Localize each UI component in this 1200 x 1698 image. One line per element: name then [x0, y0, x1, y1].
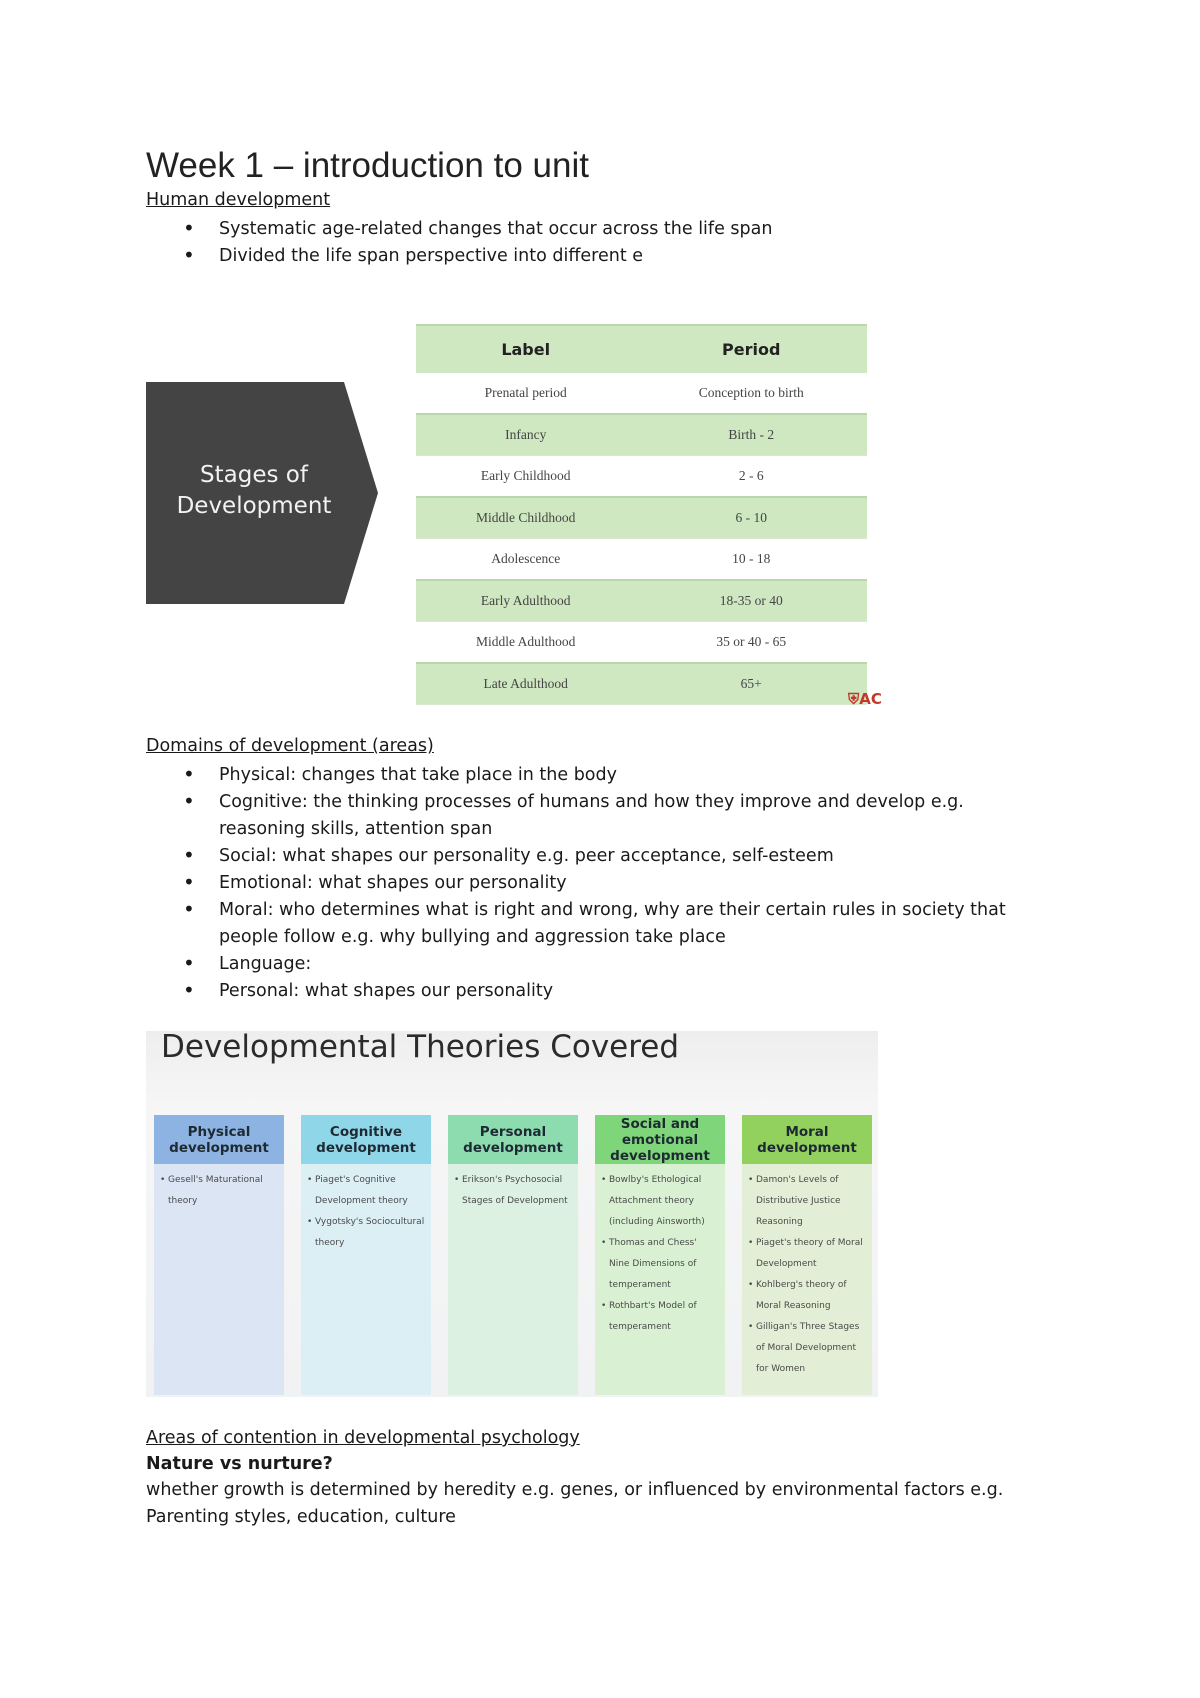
human-development-heading: Human development — [146, 190, 331, 210]
table-row — [416, 497, 867, 539]
theory-column-body — [301, 1164, 431, 1395]
contention-line: whether growth is determined by heredity e.g. genes, or influenced by environmental factors e.g. — [146, 1480, 1004, 1500]
stage-period: 10 - 18 — [635, 539, 867, 581]
theory-column — [595, 1115, 725, 1395]
stage-label: Middle Childhood — [416, 497, 635, 539]
stage-period: 6 - 10 — [635, 497, 867, 539]
theory-column-header: Physical development — [154, 1115, 284, 1164]
shield-icon: ⛨ — [848, 690, 860, 708]
table-row — [416, 414, 867, 456]
contention-heading: Areas of contention in developmental psychology — [146, 1428, 580, 1448]
theory-item: • Gesell's Maturational theory — [160, 1170, 278, 1212]
table-row — [416, 580, 867, 622]
theory-item: • Rothbart's Model of temperament — [601, 1296, 719, 1338]
table-header-row — [416, 325, 867, 373]
page-title: Week 1 – introduction to unit — [146, 146, 589, 185]
table-row — [416, 622, 867, 664]
theory-column — [448, 1115, 578, 1395]
theory-item: • Piaget's theory of Moral Development — [748, 1233, 866, 1275]
stages-table — [416, 324, 867, 705]
theory-item: • Bowlby's Ethological Attachment theory (including Ainsworth) — [601, 1170, 719, 1233]
stage-label: Late Adulthood — [416, 663, 635, 705]
human-development-list — [146, 216, 772, 270]
stage-period: 35 or 40 - 65 — [635, 622, 867, 664]
theory-column-body — [448, 1164, 578, 1395]
list-item: • Divided the life span perspective into different e — [146, 243, 772, 270]
theory-column-header: Personal development — [448, 1115, 578, 1164]
list-item: • Personal: what shapes our personality — [146, 978, 1006, 1005]
theory-column-header: Moral development — [742, 1115, 872, 1164]
stage-label: Prenatal period — [416, 373, 635, 414]
theories-figure — [146, 1031, 878, 1397]
theory-column-header: Social and emotional development — [595, 1115, 725, 1164]
stage-label: Middle Adulthood — [416, 622, 635, 664]
stage-label: Early Childhood — [416, 456, 635, 498]
contention-line: Parenting styles, education, culture — [146, 1507, 456, 1527]
theory-column-body — [154, 1164, 284, 1395]
stages-arrow-label: Stages of Development — [176, 462, 332, 519]
theory-item: • Piaget's Cognitive Development theory — [307, 1170, 425, 1212]
domains-list — [146, 762, 1006, 1005]
institution-logo — [848, 690, 882, 708]
list-item: • Systematic age-related changes that occur across the life span — [146, 216, 772, 243]
theory-item: • Damon's Levels of Distributive Justice Reasoning — [748, 1170, 866, 1233]
stage-period: Birth - 2 — [635, 414, 867, 456]
table-row — [416, 373, 867, 414]
stage-label: Early Adulthood — [416, 580, 635, 622]
theory-column — [154, 1115, 284, 1395]
list-item: • Language: — [146, 951, 1006, 978]
contention-paragraph — [146, 1477, 1003, 1531]
domains-heading: Domains of development (areas) — [146, 736, 434, 756]
theory-column — [301, 1115, 431, 1395]
list-item: • Moral: who determines what is right and wrong, why are their certain rules in society that people follow e.g. why bullying and aggression take place — [146, 897, 1006, 951]
stage-period: 18-35 or 40 — [635, 580, 867, 622]
stage-period: Conception to birth — [635, 373, 867, 414]
list-item: • Social: what shapes our personality e.g. peer acceptance, self-esteem — [146, 843, 1006, 870]
theory-column — [742, 1115, 872, 1395]
stage-period: 2 - 6 — [635, 456, 867, 498]
table-row — [416, 663, 867, 705]
column-header-period: Period — [635, 325, 867, 373]
list-item: • Cognitive: the thinking processes of humans and how they improve and develop e.g. reasoning skills, attention span — [146, 789, 1006, 843]
list-item: • Physical: changes that take place in the body — [146, 762, 1006, 789]
stage-label: Adolescence — [416, 539, 635, 581]
logo-text: AC — [859, 690, 882, 708]
table-row — [416, 539, 867, 581]
theory-item: • Thomas and Chess' Nine Dimensions of temperament — [601, 1233, 719, 1296]
theories-title: Developmental Theories Covered — [161, 1031, 680, 1065]
theory-item: • Vygotsky's Sociocultural theory — [307, 1212, 425, 1254]
column-header-label: Label — [416, 325, 635, 373]
theory-item: • Kohlberg's theory of Moral Reasoning — [748, 1275, 866, 1317]
theory-item: • Gilligan's Three Stages of Moral Development for Women — [748, 1317, 866, 1380]
theory-column-header: Cognitive development — [301, 1115, 431, 1164]
theory-column-body — [595, 1164, 725, 1395]
stage-label: Infancy — [416, 414, 635, 456]
theory-item: • Erikson's Psychosocial Stages of Development — [454, 1170, 572, 1212]
nature-nurture-subheading: Nature vs nurture? — [146, 1454, 333, 1474]
list-item: • Emotional: what shapes our personality — [146, 870, 1006, 897]
table-row — [416, 456, 867, 498]
theory-column-body — [742, 1164, 872, 1395]
stage-period: 65+ — [635, 663, 867, 705]
